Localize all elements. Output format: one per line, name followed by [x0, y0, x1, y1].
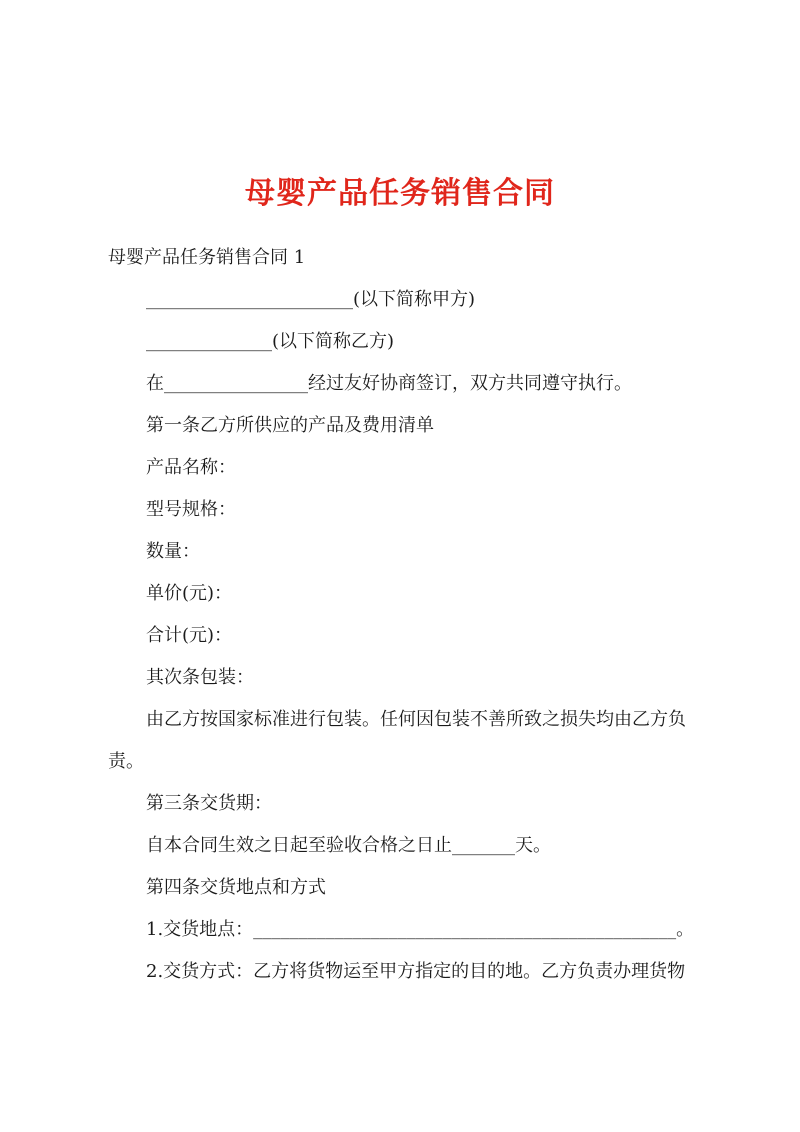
- delivery-method-line: 2.交货方式：乙方将货物运至甲方指定的目的地。乙方负责办理货物: [146, 961, 686, 982]
- packaging-clause-cont: 责。: [108, 751, 144, 772]
- quantity-field: 数量：: [146, 541, 200, 562]
- packaging-clause: 由乙方按国家标准进行包装。任何因包装不善所致之损失均由乙方负: [146, 709, 686, 730]
- delivery-period-clause: 自本合同生效之日起至验收合格之日止_______天。: [146, 835, 551, 856]
- model-spec-field: 型号规格：: [146, 499, 236, 520]
- article-4-heading: 第四条交货地点和方式: [146, 877, 326, 898]
- section-heading: 母婴产品任务销售合同 1: [108, 247, 306, 268]
- article-3-heading: 第三条交货期：: [146, 793, 272, 814]
- party-a-line: _______________________(以下简称甲方): [146, 289, 476, 310]
- article-2-heading: 其次条包装：: [146, 667, 254, 688]
- agreement-intro: 在________________经过友好协商签订，双方共同遵守执行。: [146, 373, 632, 394]
- article-1-heading: 第一条乙方所供应的产品及费用清单: [146, 415, 434, 436]
- product-name-field: 产品名称：: [146, 457, 236, 478]
- delivery-place-line: 1.交货地点：_______________________________________________。: [146, 919, 695, 940]
- document-title: 母婴产品任务销售合同: [245, 176, 555, 211]
- party-b-line: ______________(以下简称乙方): [146, 331, 395, 352]
- total-field: 合计(元)：: [146, 625, 233, 646]
- unit-price-field: 单价(元)：: [146, 583, 233, 604]
